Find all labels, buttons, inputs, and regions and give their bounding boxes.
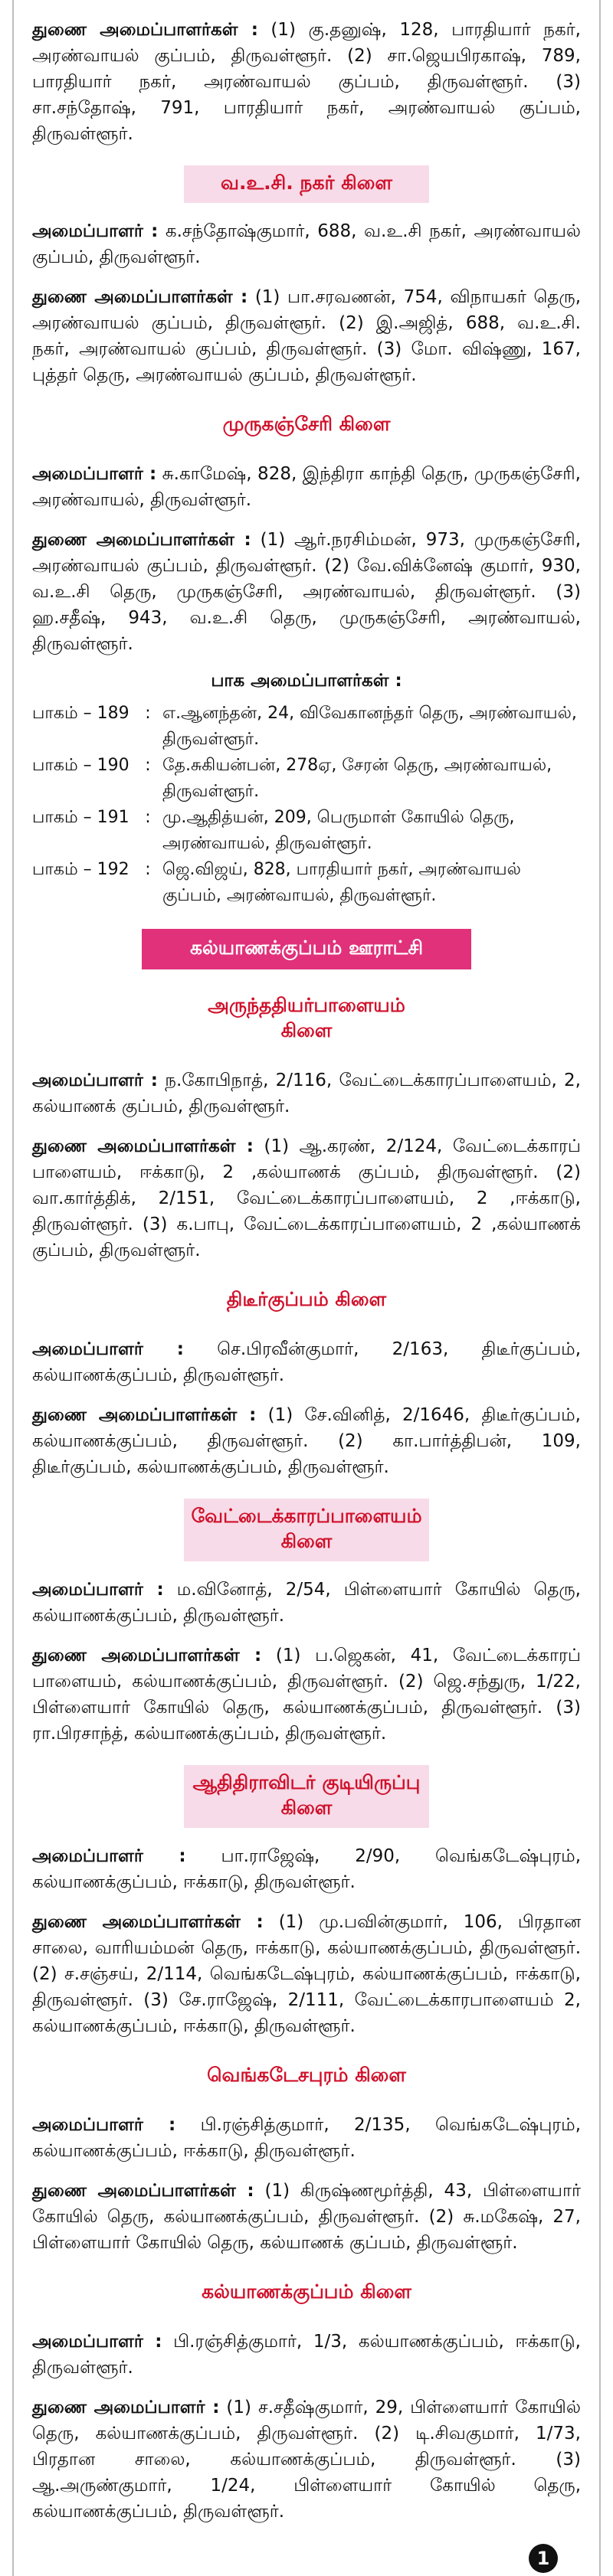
organizer: [32, 1577, 581, 1629]
deputy-label: துணை அமைப்பாளர்கள் :: [32, 1912, 264, 1932]
organizer: [32, 2112, 581, 2164]
branch-heading: வெங்கடேசபுரம் கிளை: [207, 2064, 406, 2086]
part-label: பாகம் – 190: [32, 756, 129, 775]
deputy-label: துணை அமைப்பாளர்கள் :: [32, 530, 251, 550]
organizer-label: அமைப்பாளர் :: [32, 221, 159, 241]
part-row: [32, 857, 581, 909]
organizer-text: ம.வினோத், 2/54, பிள்ளையார் கோயில் தெரு, கல்யாணக்குப்பம், திருவள்ளூர்.: [32, 1580, 581, 1626]
branch-heading: ஆதிதிராவிடர் குடியிருப்பு கிளை: [184, 1765, 429, 1828]
branch-heading: அருந்ததியர்பாளையம் கிளை: [208, 994, 405, 1041]
organizer-text: பி.ரஞ்சித்குமார், 2/135, வெங்கடேஷ்புரம், கல்யாணக்குப்பம், ஈக்காடு, திருவள்ளூர்.: [32, 2115, 582, 2161]
branch-heading: வேட்டைக்காரப்பாளையம் கிளை: [184, 1499, 429, 1561]
deputy-text: (1) கிருஷ்ணமூர்த்தி, 43, பிள்ளையார் கோயில் தெரு, கல்யாணக்குப்பம், திருவள்ளூர். (2) சு.மகேஷ், 27, பிள்ளையார் கோயில் தெரு, கல்யாணக் குப்பம், திருவள்ளூர்.: [32, 2181, 581, 2253]
organizer: [32, 1067, 581, 1120]
part-label: பாகம் – 191: [32, 808, 129, 827]
part-organizers-list: [32, 701, 581, 909]
panchayat-banner: கல்யாணக்குப்பம் ஊராட்சி: [142, 929, 471, 969]
organizer: [32, 2329, 581, 2381]
branch-heading: வ.உ.சி. நகர் கிளை: [184, 165, 429, 203]
deputy-label: துணை அமைப்பாளர் :: [32, 2398, 220, 2417]
deputy-organizers: [32, 2395, 581, 2525]
part-row: [32, 805, 581, 857]
deputy-label: துணை அமைப்பாளர்கள் :: [32, 287, 248, 307]
deputy-text: (1) ப.ஜெகன், 41, வேட்டைக்காரப் பாளையம், கல்யாணக்குப்பம், திருவள்ளூர். (2) ஜெ.சந்துரு, 1/22, பிள்ளையார் கோயில் தெரு, கல்யாணக்குப்பம், திருவள்ளூர். (3) ரா.பிரசாந்த், கல்யாணக்குப்பம், திருவள்ளூர்.: [32, 1646, 581, 1744]
organizer-text: ந.கோபிநாத், 2/116, வேட்டைக்காரப்பாளையம், 2, கல்யாணக் குப்பம், திருவள்ளூர்.: [32, 1071, 581, 1116]
organizer-text: க.சந்தோஷ்குமார், 688, வ.உ.சி நகர், அரண்வாயல் குப்பம், திருவள்ளூர்.: [32, 221, 582, 267]
deputy-text: (1) ச.சதீஷ்குமார், 29, பிள்ளையார் கோயில் தெரு, கல்யாணக்குப்பம், திருவள்ளூர். (2) டி.சிவகுமார், 1/73, பிரதான சாலை, கல்யாணக்குப்பம், திருவள்ளூர். (3) ஆ.அருண்குமார், 1/24, பிள்ளையார் கோயில் தெரு, கல்யாணக்குப்பம், திருவள்ளூர்.: [32, 2398, 581, 2522]
deputy-label: துணை அமைப்பாளர்கள் :: [32, 1136, 254, 1156]
deputy-organizers: [32, 1133, 581, 1263]
deputy-organizers: [32, 2178, 581, 2256]
deputy-label: துணை அமைப்பாளர்கள் :: [32, 1405, 257, 1425]
organizer-label: அமைப்பாளர் :: [32, 1071, 158, 1090]
deputy-text: (1) ஆ.கரண், 2/124, வேட்டைக்காரப் பாளையம், ஈக்காடு, 2 ,கல்யாணக் குப்பம், திருவள்ளூர். (2) வா.கார்த்திக், 2/151, வேட்டைக்காரப்பாளையம், 2 ,ஈக்காடு, திருவள்ளூர். (3) க.பாபு, வேட்டைக்காரப்பாளையம், 2 ,கல்யாணக் குப்பம், திருவள்ளூர்.: [32, 1136, 581, 1260]
page-number-badge: 1: [529, 2544, 558, 2573]
part-row: [32, 701, 581, 753]
part-text: தே.சுகியன்பன், 278ஏ, சேரன் தெரு, அரண்வாயல், திருவள்ளூர்.: [162, 756, 552, 801]
part-colon: :: [145, 756, 151, 775]
deputy-text: (1) ஆர்.நரசிம்மன், 973, முருகஞ்சேரி, அரண்வாயல் குப்பம், திருவள்ளூர். (2) வே.விக்னேஷ் குமார், 930, வ.உ.சி தெரு, முருகஞ்சேரி, அரண்வாயல், திருவள்ளூர். (3) ஹ.சதீஷ், 943, வ.உ.சி தெரு, முருகஞ்சேரி, அரண்வாயல், திருவள்ளூர்.: [32, 530, 582, 654]
deputy-text: (1) மு.பவின்குமார், 106, பிரதான சாலை, வாரியம்மன் தெரு, ஈக்காடு, கல்யாணக்குப்பம், திருவள்ளூர். (2) ச.சஞ்சய், 2/114, வெங்கடேஷ்புரம், கல்யாணக்குப்பம், ஈக்காடு, திருவள்ளூர். (3) சே.ராஜேஷ், 2/111, வேட்டைக்காரபாளையம் 2, கல்யாணக்குப்பம், ஈக்காடு, திருவள்ளூர்.: [32, 1912, 582, 2036]
part-label: பாகம் – 192: [32, 860, 129, 879]
branch-heading: முருகஞ்சேரி கிளை: [222, 413, 391, 435]
organizer-label: அமைப்பாளர் :: [32, 2115, 176, 2135]
part-text: மு.ஆதித்யன், 209, பெருமாள் கோயில் தெரு, அரண்வாயல், திருவள்ளூர்.: [162, 808, 515, 853]
part-colon: :: [145, 860, 151, 879]
organizer-label: அமைப்பாளர் :: [32, 1580, 164, 1600]
deputy-label: துணை அமைப்பாளர்கள் :: [32, 1646, 262, 1666]
branch-heading: திடீர்குப்பம் கிளை: [226, 1288, 387, 1310]
organizer: [32, 461, 581, 513]
organizer-text: செ.பிரவீன்குமார், 2/163, திடீர்குப்பம், கல்யாணக்குப்பம், திருவள்ளூர்.: [32, 1339, 582, 1385]
part-text: ஜெ.விஜய், 828, பாரதியார் நகர், அரண்வாயல் குப்பம், அரண்வாயல், திருவள்ளூர்.: [162, 860, 521, 905]
content-column: [32, 17, 581, 2538]
organizer-text: சு.காமேஷ், 828, இந்திரா காந்தி தெரு, முருகஞ்சேரி, அரண்வாயல், திருவள்ளூர்.: [32, 464, 581, 510]
organizer-text: பி.ரஞ்சித்குமார், 1/3, கல்யாணக்குப்பம், ஈக்காடு, திருவள்ளூர்.: [32, 2332, 581, 2378]
part-label: பாகம் – 189: [32, 704, 129, 723]
part-organizers-heading: பாக அமைப்பாளர்கள் :: [211, 671, 402, 691]
organizer-label: அமைப்பாளர் :: [32, 464, 157, 484]
deputy-text: (1) கு.தனுஷ், 128, பாரதியார் நகர், அரண்வாயல் குப்பம், திருவள்ளூர். (2) சா.ஜெயபிரகாஷ், 789, பாரதியார் நகர், அரண்வாயல் குப்பம், திருவள்ளூர். (3) சா.சந்தோஷ், 791, பாரதியார் நகர், அரண்வாயல் குப்பம், திருவள்ளூர்.: [32, 20, 581, 144]
branch-heading: கல்யாணக்குப்பம் கிளை: [202, 2280, 411, 2303]
organizer-label: அமைப்பாளர் :: [32, 2332, 162, 2352]
deputy-organizers: [32, 1909, 581, 2039]
organizer-text: பா.ராஜேஷ், 2/90, வெங்கடேஷ்புரம், கல்யாணக்குப்பம், ஈக்காடு, திருவள்ளூர்.: [32, 1846, 582, 1892]
organizer: [32, 218, 581, 270]
deputy-text: (1) சே.வினித், 2/1646, திடீர்குப்பம், கல்யாணக்குப்பம், திருவள்ளூர். (2) கா.பார்த்திபன், 109, திடீர்குப்பம், கல்யாணக்குப்பம், திருவள்ளூர்.: [32, 1405, 581, 1477]
part-row: [32, 753, 581, 805]
deputy-organizers: [32, 1643, 581, 1747]
deputy-label: துணை அமைப்பாளர்கள் :: [32, 20, 258, 40]
organizer-label: அமைப்பாளர் :: [32, 1339, 184, 1359]
organizer: [32, 1843, 581, 1895]
organizer-label: அமைப்பாளர் :: [32, 1846, 186, 1866]
deputy-organizers: [32, 1402, 581, 1480]
organizer: [32, 1336, 581, 1388]
deputy-organizers: [32, 17, 581, 147]
part-colon: :: [145, 704, 151, 723]
deputy-organizers: [32, 284, 581, 388]
part-text: எ.ஆனந்தன், 24, விவேகானந்தர் தெரு, அரண்வாயல், திருவள்ளூர்.: [162, 704, 577, 749]
deputy-label: துணை அமைப்பாளர்கள் :: [32, 2181, 254, 2201]
deputy-organizers: [32, 527, 581, 657]
part-colon: :: [145, 808, 151, 827]
deputy-text: (1) பா.சரவணன், 754, விநாயகர் தெரு, அரண்வாயல் குப்பம், திருவள்ளூர். (2) இ.அஜித், 688, வ.உ.சி. நகர், அரண்வாயல் குப்பம், திருவள்ளூர். (3) மோ. விஷ்ணு, 167, புத்தர் தெரு, அரண்வாயல் குப்பம், திருவள்ளூர்.: [32, 287, 582, 385]
